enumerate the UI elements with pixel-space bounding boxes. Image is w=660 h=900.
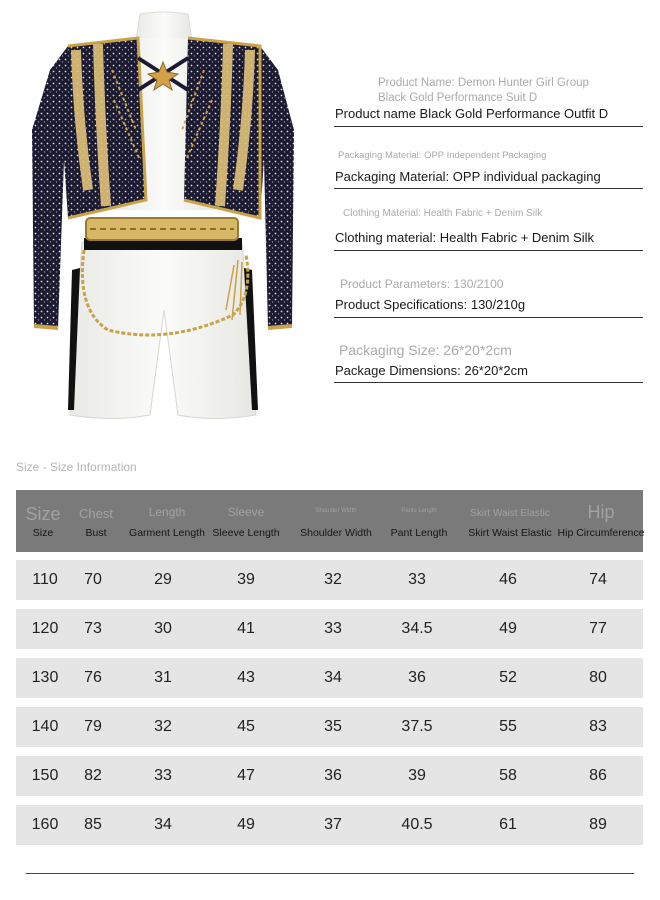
cell-bust: 85 [84, 816, 102, 833]
cell-shoulder: 36 [324, 767, 342, 784]
header-hip-faint: Hip [587, 502, 615, 522]
header-pants-faint: Pants Length [401, 508, 437, 514]
cell-shoulder: 32 [324, 571, 342, 588]
header-size-faint: Size [25, 504, 61, 524]
cell-size: 110 [32, 571, 58, 588]
cell-sleeve: 47 [237, 767, 255, 784]
cell-pant: 37.5 [401, 718, 433, 735]
table-row [16, 805, 643, 845]
cell-bust: 79 [84, 718, 102, 735]
table-row [16, 658, 643, 698]
table-row [16, 756, 643, 796]
size-table-header [16, 490, 643, 552]
header-bust-main: Bust [85, 527, 107, 539]
cell-hip: 83 [589, 718, 607, 735]
package-size-faint: Packaging Size: 26*20*2cm [339, 342, 512, 358]
cell-hip: 80 [589, 669, 607, 686]
cell-sleeve: 41 [237, 620, 255, 637]
cell-shoulder: 33 [324, 620, 342, 637]
cell-size: 120 [31, 620, 59, 637]
header-garment-length [119, 490, 215, 552]
product-parameters-faint: Product Parameters: 130/2100 [340, 277, 504, 291]
header-skirt-waist [462, 490, 558, 552]
header-size [13, 490, 73, 552]
product-name-faint: Product Name: Demon Hunter Girl Group Black Gold Performance Suit D [378, 77, 589, 104]
cell-shoulder: 37 [324, 816, 342, 833]
cell-size: 130 [31, 669, 59, 686]
package-size-text: Package Dimensions: 26*20*2cm [335, 363, 528, 378]
header-length-main: Garment Length [129, 527, 205, 539]
cell-bust: 82 [84, 767, 102, 784]
header-shoulder-main: Shoulder Width [300, 527, 372, 539]
cell-hip: 86 [589, 767, 607, 784]
cell-length: 33 [154, 767, 172, 784]
cell-sleeve: 49 [237, 816, 255, 833]
header-hip [557, 490, 645, 552]
cell-bust: 73 [84, 620, 102, 637]
cell-shoulder: 34 [324, 669, 342, 686]
cell-length: 29 [154, 571, 172, 588]
product-parameters-text: Product Specifications: 130/210g [335, 297, 526, 312]
cell-size: 160 [31, 816, 59, 833]
cell-hip: 77 [589, 620, 607, 637]
cell-pant: 39 [408, 767, 426, 784]
performance-outfit-illustration [28, 10, 298, 430]
cell-length: 30 [154, 620, 172, 637]
cell-length: 32 [154, 718, 172, 735]
header-sleeve-faint: Sleeve [227, 505, 265, 519]
cell-pant: 34.5 [401, 620, 433, 637]
cell-hip: 89 [589, 816, 607, 833]
header-size-main: Size [32, 527, 54, 539]
table-row [16, 609, 643, 649]
packaging-material-text: Packaging Material: OPP individual packaging [335, 169, 601, 184]
cell-shoulder: 35 [324, 718, 342, 735]
header-sleeve-main: Sleeve Length [212, 527, 280, 539]
cell-length: 31 [154, 669, 172, 686]
clothing-material-faint: Clothing Material: Health Fabric + Denim Silk [343, 208, 543, 219]
cell-pant: 36 [408, 669, 426, 686]
cell-length: 34 [154, 816, 172, 833]
header-bust-faint: Chest [79, 506, 113, 521]
header-bust [66, 490, 126, 552]
spec-product-parameters [334, 277, 643, 319]
cell-skirt-waist: 58 [499, 767, 517, 784]
header-skirt-faint: Skirt Waist Elastic [470, 508, 550, 519]
spec-packaging-material [334, 150, 643, 190]
product-image [28, 10, 298, 430]
cell-skirt-waist: 55 [499, 718, 517, 735]
size-section-label: Size - Size Information [16, 460, 137, 474]
header-sleeve-length [203, 490, 289, 552]
table-row [16, 707, 643, 747]
header-pants-main: Pant Length [390, 527, 448, 539]
header-length-faint: Length [148, 505, 186, 519]
cell-skirt-waist: 49 [499, 620, 517, 637]
cell-pant: 33 [408, 571, 426, 588]
header-shoulder-width [291, 490, 381, 552]
header-hip-main: Hip Circumference [557, 527, 645, 539]
bottom-divider [26, 873, 634, 874]
product-name-text: Product name Black Gold Performance Outfit D [335, 106, 609, 121]
spec-product-name [334, 74, 643, 128]
cell-sleeve: 45 [237, 718, 255, 735]
cell-size: 140 [31, 718, 59, 735]
header-pant-length [381, 490, 457, 552]
packaging-material-faint: Packaging Material: OPP Independent Packaging [338, 150, 547, 161]
spec-package-size [334, 342, 643, 384]
cell-bust: 76 [84, 669, 102, 686]
cell-skirt-waist: 52 [499, 669, 517, 686]
cell-skirt-waist: 46 [499, 571, 517, 588]
cell-size: 150 [31, 767, 59, 784]
header-skirt-main: Skirt Waist Elastic [468, 527, 552, 539]
clothing-material-text: Clothing material: Health Fabric + Denim Silk [335, 230, 595, 245]
cell-sleeve: 43 [237, 669, 255, 686]
cell-bust: 70 [84, 571, 102, 588]
cell-sleeve: 39 [237, 571, 255, 588]
spec-clothing-material [334, 208, 643, 252]
cell-skirt-waist: 61 [499, 816, 517, 833]
cell-pant: 40.5 [401, 816, 433, 833]
table-row [16, 560, 643, 600]
cell-hip: 74 [589, 571, 607, 588]
header-shoulder-faint: Shoulder Width [315, 508, 357, 514]
